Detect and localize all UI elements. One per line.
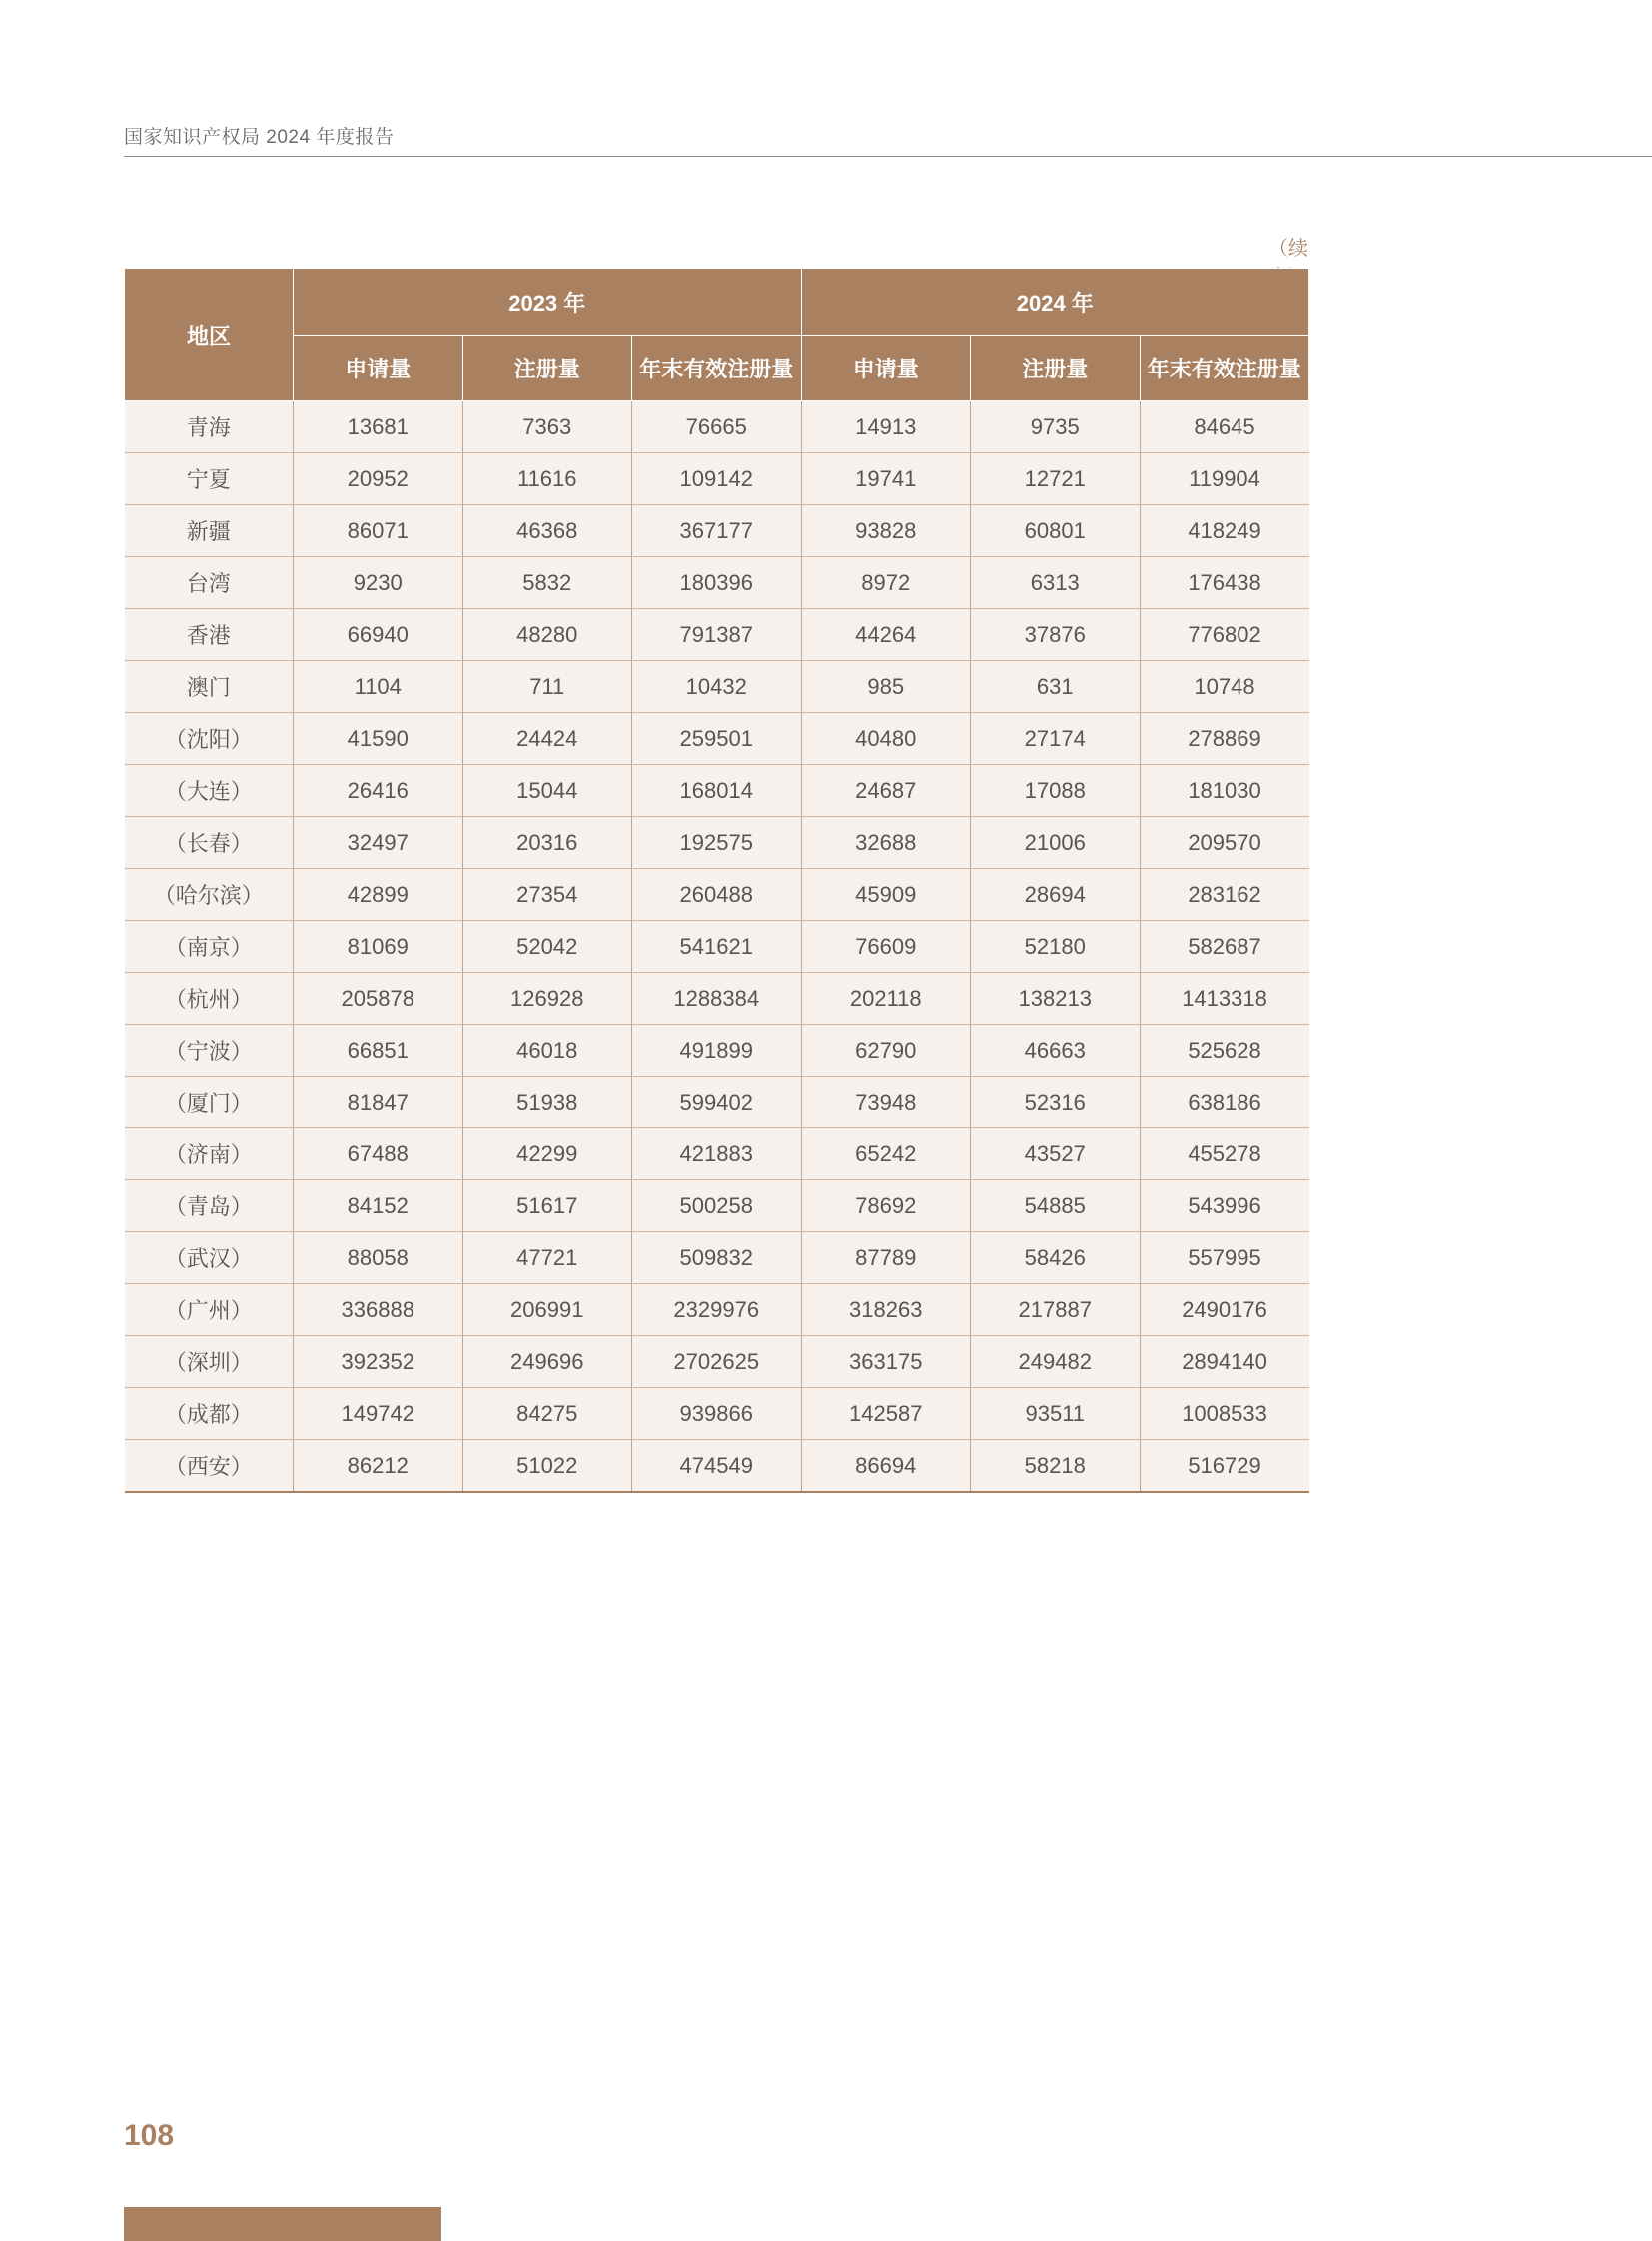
region-cell: （宁波） — [125, 1025, 294, 1077]
value-cell: 283162 — [1140, 869, 1309, 921]
value-cell: 87789 — [801, 1232, 971, 1284]
value-cell: 54885 — [971, 1180, 1141, 1232]
value-cell: 260488 — [632, 869, 802, 921]
value-cell: 88058 — [294, 1232, 463, 1284]
region-cell: （济南） — [125, 1128, 294, 1180]
value-cell: 41590 — [294, 713, 463, 765]
value-cell: 62790 — [801, 1025, 971, 1077]
table-row — [125, 1336, 1309, 1388]
value-cell: 939866 — [632, 1388, 802, 1440]
value-cell: 66851 — [294, 1025, 463, 1077]
value-cell: 776802 — [1140, 609, 1309, 661]
value-cell: 24687 — [801, 765, 971, 817]
value-cell: 7363 — [462, 401, 632, 453]
value-cell: 52316 — [971, 1077, 1141, 1128]
region-cell: 台湾 — [125, 557, 294, 609]
table-row — [125, 1440, 1309, 1493]
value-cell: 20952 — [294, 453, 463, 505]
value-cell: 9735 — [971, 401, 1141, 453]
value-cell: 42299 — [462, 1128, 632, 1180]
value-cell: 84275 — [462, 1388, 632, 1440]
value-cell: 86071 — [294, 505, 463, 557]
region-cell: 香港 — [125, 609, 294, 661]
value-cell: 93511 — [971, 1388, 1141, 1440]
value-cell: 58218 — [971, 1440, 1141, 1493]
value-cell: 1413318 — [1140, 973, 1309, 1025]
value-cell: 791387 — [632, 609, 802, 661]
value-cell: 12721 — [971, 453, 1141, 505]
table-row — [125, 1232, 1309, 1284]
continued-label: （续 — [1268, 238, 1308, 260]
value-cell: 81847 — [294, 1077, 463, 1128]
region-cell: （长春） — [125, 817, 294, 869]
table-row — [125, 1025, 1309, 1077]
value-cell: 46018 — [462, 1025, 632, 1077]
value-cell: 86694 — [801, 1440, 971, 1493]
value-cell: 8972 — [801, 557, 971, 609]
value-cell: 249696 — [462, 1336, 632, 1388]
value-cell: 217887 — [971, 1284, 1141, 1336]
value-cell: 9230 — [294, 557, 463, 609]
table-header-row-years — [125, 269, 1309, 336]
value-cell: 24424 — [462, 713, 632, 765]
value-cell: 455278 — [1140, 1128, 1309, 1180]
value-cell: 78692 — [801, 1180, 971, 1232]
value-cell: 15044 — [462, 765, 632, 817]
region-cell: （厦门） — [125, 1077, 294, 1128]
table-row — [125, 869, 1309, 921]
table-header-row-metrics — [125, 336, 1309, 401]
value-cell: 67488 — [294, 1128, 463, 1180]
value-cell: 84645 — [1140, 401, 1309, 453]
table-row — [125, 765, 1309, 817]
value-cell: 47721 — [462, 1232, 632, 1284]
table-row — [125, 713, 1309, 765]
table-row — [125, 401, 1309, 453]
value-cell: 65242 — [801, 1128, 971, 1180]
table-row — [125, 609, 1309, 661]
value-cell: 52042 — [462, 921, 632, 973]
value-cell: 20316 — [462, 817, 632, 869]
value-cell: 367177 — [632, 505, 802, 557]
value-cell: 44264 — [801, 609, 971, 661]
table-row — [125, 973, 1309, 1025]
value-cell: 51617 — [462, 1180, 632, 1232]
value-cell: 421883 — [632, 1128, 802, 1180]
value-cell: 509832 — [632, 1232, 802, 1284]
table-row — [125, 557, 1309, 609]
value-cell: 711 — [462, 661, 632, 713]
value-cell: 249482 — [971, 1336, 1141, 1388]
value-cell: 525628 — [1140, 1025, 1309, 1077]
value-cell: 985 — [801, 661, 971, 713]
value-cell: 418249 — [1140, 505, 1309, 557]
column-header-valid-registrations-2024: 年末有效注册量 — [1140, 336, 1309, 401]
report-header-title: 国家知识产权局 2024 年度报告 — [124, 127, 395, 148]
value-cell: 318263 — [801, 1284, 971, 1336]
value-cell: 27174 — [971, 713, 1141, 765]
value-cell: 599402 — [632, 1077, 802, 1128]
value-cell: 2702625 — [632, 1336, 802, 1388]
value-cell: 46663 — [971, 1025, 1141, 1077]
table-row — [125, 453, 1309, 505]
value-cell: 42899 — [294, 869, 463, 921]
value-cell: 48280 — [462, 609, 632, 661]
value-cell: 363175 — [801, 1336, 971, 1388]
region-cell: （杭州） — [125, 973, 294, 1025]
column-header-valid-registrations-2023: 年末有效注册量 — [632, 336, 802, 401]
table-row — [125, 1077, 1309, 1128]
value-cell: 1288384 — [632, 973, 802, 1025]
value-cell: 543996 — [1140, 1180, 1309, 1232]
column-header-registrations-2023: 注册量 — [462, 336, 632, 401]
value-cell: 51022 — [462, 1440, 632, 1493]
table-row — [125, 817, 1309, 869]
region-cell: 青海 — [125, 401, 294, 453]
column-header-registrations-2024: 注册量 — [971, 336, 1141, 401]
value-cell: 259501 — [632, 713, 802, 765]
value-cell: 58426 — [971, 1232, 1141, 1284]
value-cell: 86212 — [294, 1440, 463, 1493]
value-cell: 126928 — [462, 973, 632, 1025]
table-row — [125, 1128, 1309, 1180]
value-cell: 27354 — [462, 869, 632, 921]
value-cell: 66940 — [294, 609, 463, 661]
value-cell: 73948 — [801, 1077, 971, 1128]
region-cell: （大连） — [125, 765, 294, 817]
value-cell: 336888 — [294, 1284, 463, 1336]
value-cell: 209570 — [1140, 817, 1309, 869]
value-cell: 40480 — [801, 713, 971, 765]
value-cell: 181030 — [1140, 765, 1309, 817]
value-cell: 32497 — [294, 817, 463, 869]
region-cell: 宁夏 — [125, 453, 294, 505]
year-2024-header: 2024 年 — [801, 269, 1309, 336]
table-row — [125, 1388, 1309, 1440]
value-cell: 206991 — [462, 1284, 632, 1336]
value-cell: 93828 — [801, 505, 971, 557]
table-row — [125, 921, 1309, 973]
value-cell: 1104 — [294, 661, 463, 713]
value-cell: 2894140 — [1140, 1336, 1309, 1388]
value-cell: 46368 — [462, 505, 632, 557]
value-cell: 11616 — [462, 453, 632, 505]
value-cell: 14913 — [801, 401, 971, 453]
value-cell: 32688 — [801, 817, 971, 869]
value-cell: 176438 — [1140, 557, 1309, 609]
value-cell: 168014 — [632, 765, 802, 817]
value-cell: 631 — [971, 661, 1141, 713]
value-cell: 516729 — [1140, 1440, 1309, 1493]
region-cell: （西安） — [125, 1440, 294, 1493]
region-cell: 澳门 — [125, 661, 294, 713]
value-cell: 37876 — [971, 609, 1141, 661]
value-cell: 205878 — [294, 973, 463, 1025]
footer-accent-bar — [124, 2207, 441, 2241]
table-row — [125, 661, 1309, 713]
value-cell: 142587 — [801, 1388, 971, 1440]
value-cell: 1008533 — [1140, 1388, 1309, 1440]
region-cell: （南京） — [125, 921, 294, 973]
value-cell: 52180 — [971, 921, 1141, 973]
value-cell: 180396 — [632, 557, 802, 609]
value-cell: 149742 — [294, 1388, 463, 1440]
value-cell: 192575 — [632, 817, 802, 869]
value-cell: 10748 — [1140, 661, 1309, 713]
value-cell: 81069 — [294, 921, 463, 973]
value-cell: 474549 — [632, 1440, 802, 1493]
value-cell: 500258 — [632, 1180, 802, 1232]
value-cell: 541621 — [632, 921, 802, 973]
value-cell: 202118 — [801, 973, 971, 1025]
value-cell: 392352 — [294, 1336, 463, 1388]
value-cell: 13681 — [294, 401, 463, 453]
value-cell: 278869 — [1140, 713, 1309, 765]
value-cell: 84152 — [294, 1180, 463, 1232]
value-cell: 43527 — [971, 1128, 1141, 1180]
header-divider — [124, 156, 1652, 157]
region-cell: （沈阳） — [125, 713, 294, 765]
value-cell: 17088 — [971, 765, 1141, 817]
region-cell: （深圳） — [125, 1336, 294, 1388]
value-cell: 119904 — [1140, 453, 1309, 505]
trademark-statistics-table — [124, 268, 1309, 1493]
region-cell: 新疆 — [125, 505, 294, 557]
table-body — [125, 401, 1309, 1493]
region-cell: （广州） — [125, 1284, 294, 1336]
value-cell: 60801 — [971, 505, 1141, 557]
value-cell: 19741 — [801, 453, 971, 505]
value-cell: 26416 — [294, 765, 463, 817]
value-cell: 45909 — [801, 869, 971, 921]
region-cell: （成都） — [125, 1388, 294, 1440]
value-cell: 6313 — [971, 557, 1141, 609]
table-row — [125, 1284, 1309, 1336]
region-cell: （哈尔滨） — [125, 869, 294, 921]
value-cell: 557995 — [1140, 1232, 1309, 1284]
column-header-applications-2023: 申请量 — [294, 336, 463, 401]
column-header-applications-2024: 申请量 — [801, 336, 971, 401]
value-cell: 10432 — [632, 661, 802, 713]
value-cell: 582687 — [1140, 921, 1309, 973]
value-cell: 28694 — [971, 869, 1141, 921]
value-cell: 76609 — [801, 921, 971, 973]
value-cell: 638186 — [1140, 1077, 1309, 1128]
table-row — [125, 505, 1309, 557]
region-cell: （青岛） — [125, 1180, 294, 1232]
value-cell: 21006 — [971, 817, 1141, 869]
region-column-header: 地区 — [125, 269, 294, 401]
value-cell: 76665 — [632, 401, 802, 453]
table-row — [125, 1180, 1309, 1232]
page-number: 108 — [124, 2119, 175, 2152]
value-cell: 491899 — [632, 1025, 802, 1077]
value-cell: 5832 — [462, 557, 632, 609]
value-cell: 51938 — [462, 1077, 632, 1128]
value-cell: 2490176 — [1140, 1284, 1309, 1336]
year-2023-header: 2023 年 — [294, 269, 802, 336]
value-cell: 138213 — [971, 973, 1141, 1025]
value-cell: 2329976 — [632, 1284, 802, 1336]
region-cell: （武汉） — [125, 1232, 294, 1284]
value-cell: 109142 — [632, 453, 802, 505]
